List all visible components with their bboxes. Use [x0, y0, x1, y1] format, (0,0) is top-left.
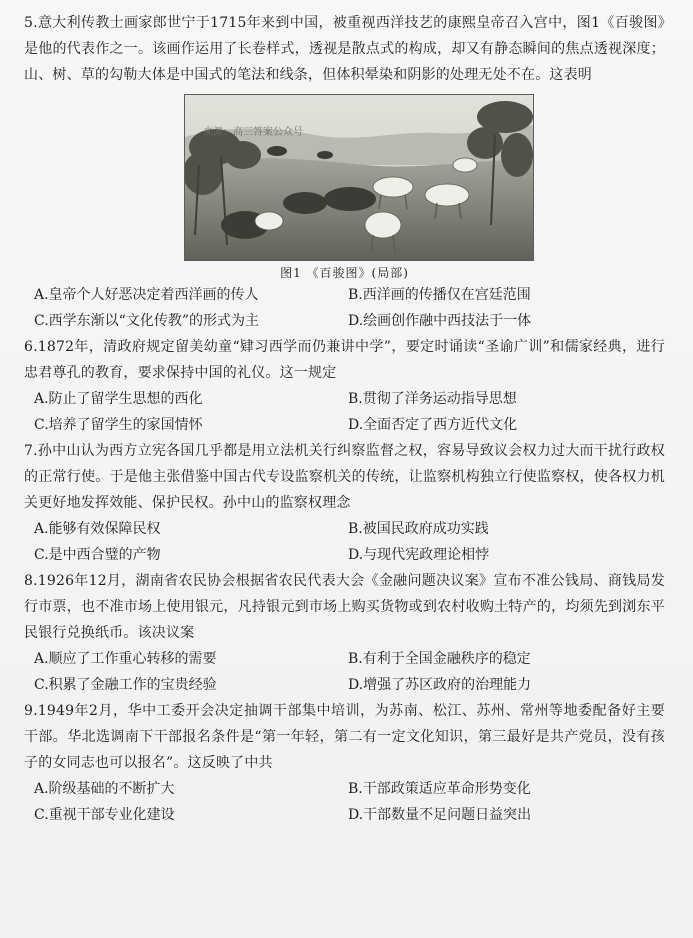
option-d[interactable]: D.全面否定了西方近代文化	[348, 417, 518, 433]
question-5	[24, 10, 665, 334]
question-8	[24, 568, 665, 698]
options-group	[34, 282, 665, 334]
options-group	[34, 776, 665, 828]
figure-1	[24, 94, 665, 282]
options-group	[34, 386, 665, 438]
option-b[interactable]: B.贯彻了洋务运动指导思想	[348, 391, 517, 407]
question-stem: 8.1926年12月，湖南省农民协会根据省农民代表大会《金融问题决议案》宣布不准公钱局、商钱局发行市票，也不准市场上使用银元，凡持银元到市场上购买货物或到农村收购土特产的，均须先到浏东平民银行兑换纸币。该决议案	[24, 573, 665, 641]
painting-image	[184, 94, 534, 261]
option-d[interactable]: D.与现代宪政理论相悖	[348, 547, 490, 563]
question-stem: 7.孙中山认为西方立宪各国几乎都是用立法机关行纠察监督之权，容易导致议会权力过大而干扰行政权的正常行使。于是他主张借鉴中国古代专设监察机关的传统，让监察机构独立行使监察权，使各权力机关更好地发挥效能、保护民权。孙中山的监察权理念	[24, 443, 665, 511]
option-d[interactable]: D.绘画创作融中西技法于一体	[348, 313, 532, 329]
option-c[interactable]: C.西学东渐以“文化传教”的形式为主	[34, 313, 259, 329]
options-group	[34, 646, 665, 698]
question-6	[24, 334, 665, 438]
option-b[interactable]: B.干部政策适应革命形势变化	[348, 781, 531, 797]
option-a[interactable]: A.皇帝个人好恶决定着西洋画的传人	[34, 287, 259, 303]
option-a[interactable]: A.防止了留学生思想的西化	[34, 391, 203, 407]
question-7	[24, 438, 665, 568]
option-b[interactable]: B.有利于全国金融秩序的稳定	[348, 651, 531, 667]
figure-caption: 图1 《百骏图》(局部)	[280, 266, 409, 280]
question-stem: 5.意大利传教士画家郎世宁于1715年来到中国，被重视西洋技艺的康熙皇帝召入宫中，图1《百骏图》是他的代表作之一。该画作运用了长卷样式，透视是散点式的构成，却又有静态瞬间的焦点透视深度；山、树、草的勾勒大体是中国式的笔法和线条，但体积晕染和阴影的处理无处不在。这表明	[24, 15, 665, 83]
option-b[interactable]: B.被国民政府成功实践	[348, 521, 489, 537]
option-c[interactable]: C.是中西合璧的产物	[34, 547, 161, 563]
options-group	[34, 516, 665, 568]
question-9	[24, 698, 665, 828]
horses-painting	[185, 95, 533, 260]
question-stem: 6.1872年，清政府规定留美幼童“肄习西学而仍兼讲中学”，要定时诵读“圣谕广训”和儒家经典，进行忠君尊孔的教育，要求保持中国的礼仪。这一规定	[24, 339, 665, 381]
option-a[interactable]: A.顺应了工作重心转移的需要	[34, 651, 217, 667]
option-d[interactable]: D.增强了苏区政府的治理能力	[348, 677, 532, 693]
option-c[interactable]: C.重视干部专业化建设	[34, 807, 175, 823]
option-a[interactable]: A.阶级基础的不断扩大	[34, 781, 175, 797]
option-b[interactable]: B.西洋画的传播仅在宫廷范围	[348, 287, 531, 303]
option-c[interactable]: C.积累了金融工作的宝贵经验	[34, 677, 217, 693]
option-a[interactable]: A.能够有效保障民权	[34, 521, 161, 537]
option-c[interactable]: C.培养了留学生的家国情怀	[34, 417, 203, 433]
option-d[interactable]: D.干部数量不足问题日益突出	[348, 807, 532, 823]
watermark-text: 来源：高三答案公众号	[203, 127, 303, 138]
question-stem: 9.1949年2月，华中工委开会决定抽调干部集中培训，为苏南、松江、苏州、常州等地委配备好主要干部。华北选调南下干部报名条件是“第一年轻，第二有一定文化知识，第三最好是共产党员，没有孩子的女同志也可以报名”。这反映了中共	[24, 703, 665, 771]
